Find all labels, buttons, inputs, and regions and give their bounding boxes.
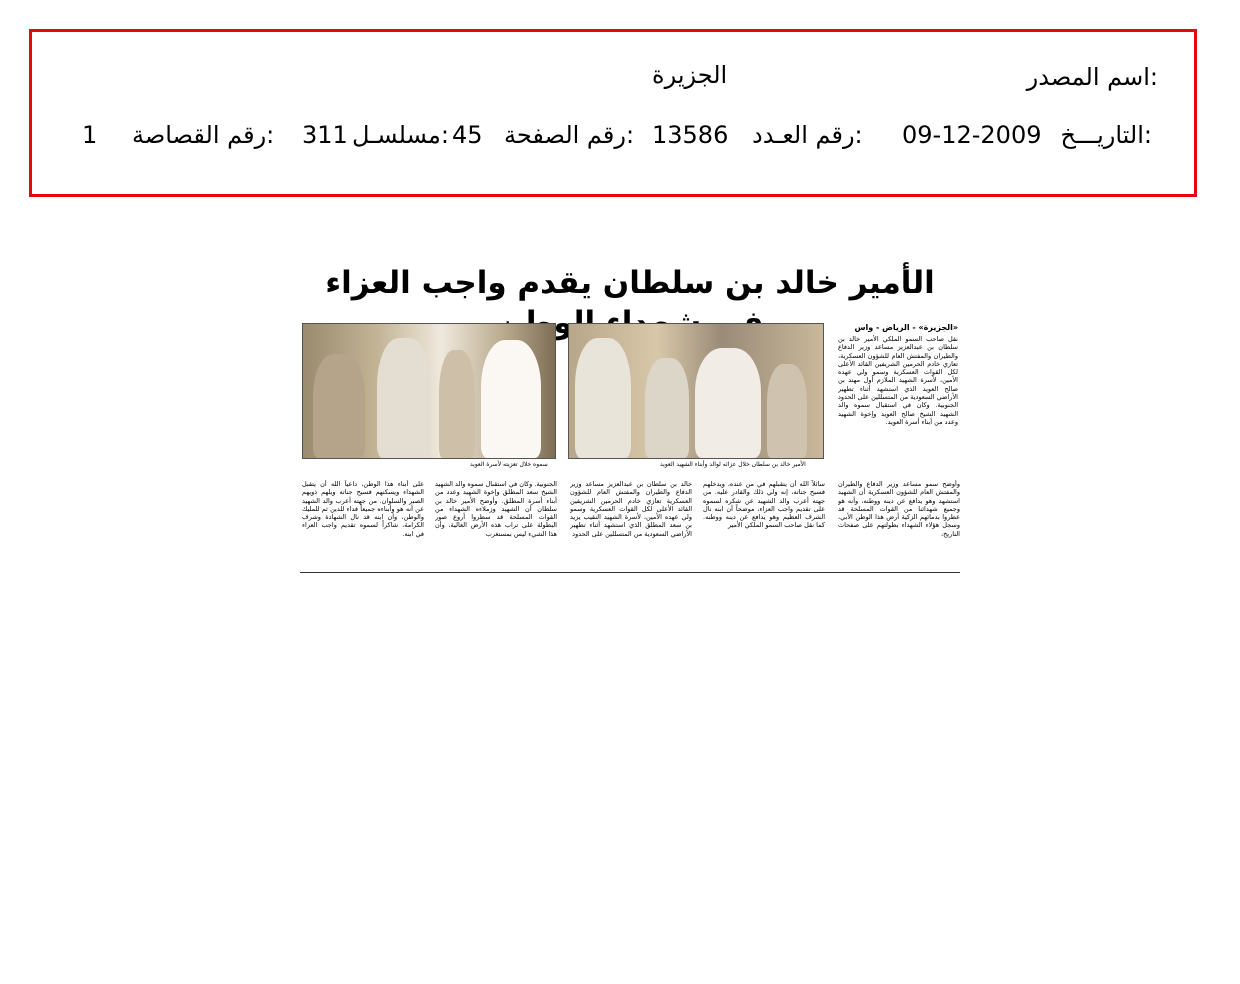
serial-label: مسلسـل:: [352, 121, 449, 149]
photo-caption-1: الأمير خالد بن سلطان خلال عزائه لوالد وأبناء الشهيد العويد: [660, 461, 806, 468]
newspaper-clipping: [300, 255, 960, 580]
issue-label: رقم العـدد:: [752, 121, 863, 149]
article-column-5: على أبناء هذا الوطن، داعياً الله أن يتقبل الشهداء ويسكنهم فسيح جناته ويلهم ذويهم الصبر والسلوان. من جهته أعرب والد الشهيد عن أنه هو وأبناءه جميعاً فداء للدين ثم للمليك والوطن، وأن ابنه قد نال الشهادة وشرف الكرامة، شاكراً لسموه تقديم واجب العزاء في ابنه.: [302, 480, 424, 538]
issue-value: 13586: [652, 121, 729, 149]
article-byline: «الجزيرة» - الرياض - واس: [854, 323, 958, 332]
serial-value: 311: [302, 121, 348, 149]
photo-condolence-family: [568, 323, 824, 459]
clip-number-value: 1: [82, 121, 98, 149]
article-lead-column: نقل صاحب السمو الملكي الأمير خالد بن سلطان بن عبدالعزيز مساعد وزير الدفاع والطيران والمفتش العام للشؤون العسكرية، تعازي خادم الحرمين الشريفين القائد الأعلى لكل القوات العسكرية وسمو ولي عهده الأمين، لأسرة الشهيد الملازم أول مهند بن صالح العويد الذي استشهد أثناء تطهير الأراضي السعودية من المتسللين على الحدود الجنوبية. وكان في استقبال سموه والد الشهيد الشيخ صالح العويد وإخوة الشهيد وعدد من أبناء أسرة العويد.: [838, 335, 958, 426]
photo-condolence-group: [302, 323, 556, 459]
article-column-4: الجنوبية. وكان في استقبال سموه والد الشهيد الشيخ سعد المطلق وإخوة الشهيد وعدد من أبناء أسرة المطلق. وأوضح الأمير خالد بن سلطان أن الشهيد وزملاءه الشهداء من القوات المسلحة قد سطروا أروع صور البطولة على تراب هذه الأرض الغالية، وأن هذا الشيء ليس بمستغرب: [435, 480, 557, 538]
article-headline: الأمير خالد بن سلطان يقدم واجب العزاء: [325, 265, 935, 301]
article-column-2: سائلاً الله أن يتقبلهم في من عنده، ويدخلهم فسيح جناته، إنه ولي ذلك والقادر عليه. من جهته أعرب والد الشهيد عن شكره لسموه على تقديم واجب العزاء، موضحاً أن ابنه نال الشرف العظيم وهو يدافع عن دينه ووطنه. كما نقل صاحب السمو الملكي الأمير: [703, 480, 825, 530]
clipping-metadata-box: [29, 29, 1197, 197]
photo-caption-2: سموه خلال تعزيته لأسرة العويد: [470, 461, 548, 468]
date-value: 09-12-2009: [902, 121, 1042, 149]
date-label: التاريـــخ:: [1060, 121, 1152, 149]
clip-number-label: رقم القصاصة:: [132, 121, 275, 149]
source-value: الجزيرة: [652, 61, 728, 89]
page-label: رقم الصفحة:: [504, 121, 635, 149]
source-label: اسم المصدر:: [1026, 63, 1158, 91]
page-value: 45: [452, 121, 483, 149]
article-bottom-rule: [300, 572, 960, 573]
article-column-3: خالد بن سلطان بن عبدالعزيز مساعد وزير الدفاع والطيران والمفتش العام للشؤون العسكرية تعازي خادم الحرمين الشريفين القائد الأعلى لكل القوات العسكرية وسمو ولي عهده الأمين، لأسرة الشهيد النقيب يزيد بن سعد المطلق الذي استشهد أثناء تطهير الأراضي السعودية من المتسللين على الحدود: [570, 480, 692, 538]
article-column-1: وأوضح سمو مساعد وزير الدفاع والطيران والمفتش العام للشؤون العسكرية أن الشهيد استشهد وهو يدافع عن دينه ووطنه، وأنه هو وجميع شهدائنا من القوات المسلحة قد عطروا بدمائهم الزكية أرض هذا الوطن الأبي، وسجل هؤلاء الشهداء بطولتهم على صفحات التاريخ،: [838, 480, 960, 538]
